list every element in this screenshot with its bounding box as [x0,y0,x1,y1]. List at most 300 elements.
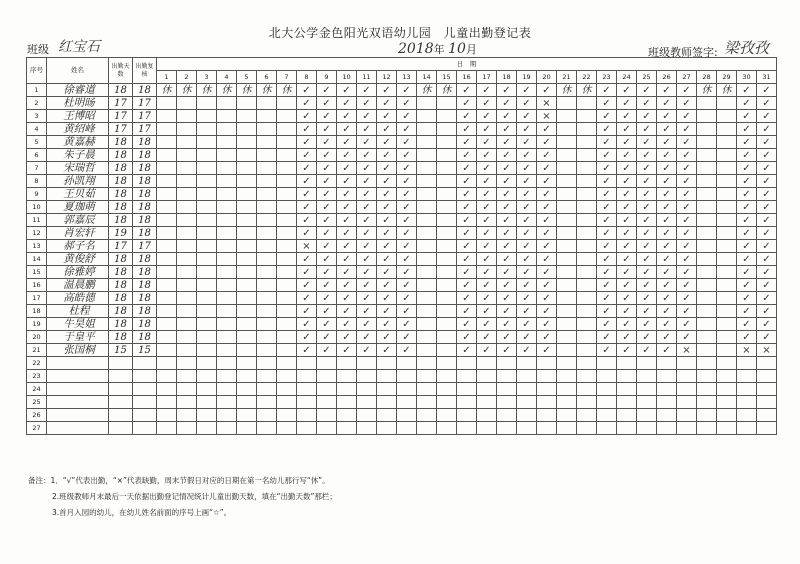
row-index: 1 [27,84,47,97]
table-row [27,422,777,435]
day-cell: ✓ [737,188,757,201]
table-row [27,409,777,422]
day-cell [257,331,277,344]
day-cell [357,409,377,422]
day-cell: ✓ [537,292,557,305]
day-cell [277,279,297,292]
day-cell: ✓ [737,266,757,279]
row-index: 19 [27,318,47,331]
row-index: 16 [27,279,47,292]
day-cell [157,279,177,292]
table-row [27,97,777,110]
day-cell [357,396,377,409]
day-cell [577,357,597,370]
year-value: 2018 [398,41,434,57]
day-cell: ✓ [597,292,617,305]
note-1: 备注：1．“√”代表出勤，“×”代表缺勤，周末节假日对应的日期在第一名幼儿那行写“休”。 [28,476,330,485]
child-name [47,409,109,422]
day-cell [257,318,277,331]
day-cell [717,240,737,253]
day-cell [317,422,337,435]
day-cell [697,409,717,422]
day-cell [177,357,197,370]
day-cell: ✓ [397,214,417,227]
day-cell: × [737,344,757,357]
day-cell [417,162,437,175]
day-cell [757,370,777,383]
day-cell [157,123,177,136]
day-cell: ✓ [677,188,697,201]
day-cell [497,396,517,409]
attend-days [109,396,133,409]
day-cell [177,123,197,136]
day-cell [577,175,597,188]
day-cell: ✓ [357,201,377,214]
day-header: 1 [157,71,177,84]
day-cell: ✓ [337,123,357,136]
table-row [27,214,777,227]
attendance-body [27,84,777,435]
day-cell: ✓ [477,136,497,149]
day-cell: ✓ [677,162,697,175]
day-cell [697,136,717,149]
row-index: 24 [27,383,47,396]
day-header: 20 [537,71,557,84]
day-cell [197,175,217,188]
day-cell: 休 [217,84,237,97]
day-cell [217,357,237,370]
day-cell: ✓ [377,97,397,110]
day-cell: × [677,344,697,357]
day-cell [457,396,477,409]
day-cell: ✓ [617,292,637,305]
day-cell [257,123,277,136]
day-cell [237,253,257,266]
day-cell [737,409,757,422]
day-cell: ✓ [617,201,637,214]
day-cell [577,422,597,435]
day-cell [337,357,357,370]
day-cell: ✓ [657,279,677,292]
day-cell: ✓ [537,266,557,279]
day-cell: ✓ [457,344,477,357]
day-cell [177,227,197,240]
day-cell [197,240,217,253]
day-cell [557,318,577,331]
day-cell [257,201,277,214]
day-cell: ✓ [617,214,637,227]
day-cell [437,331,457,344]
day-cell: ✓ [657,253,677,266]
day-cell: ✓ [337,253,357,266]
day-cell: 休 [177,84,197,97]
attend-stats [133,383,157,396]
day-cell: ✓ [477,123,497,136]
day-cell [437,409,457,422]
day-cell: ✓ [657,266,677,279]
day-cell [157,383,177,396]
day-cell: ✓ [597,97,617,110]
day-cell [557,331,577,344]
day-cell: ✓ [677,253,697,266]
day-cell [517,357,537,370]
day-cell [597,409,617,422]
day-cell: ✓ [757,318,777,331]
day-cell [437,266,457,279]
day-cell [617,370,637,383]
row-index: 12 [27,227,47,240]
day-cell [157,357,177,370]
day-cell: ✓ [517,227,537,240]
day-cell: ✓ [517,305,537,318]
day-cell: ✓ [597,136,617,149]
attend-stats: 18 [133,136,157,149]
day-cell: ✓ [757,305,777,318]
day-cell: ✓ [617,240,637,253]
day-cell: ✓ [377,266,397,279]
day-cell [197,227,217,240]
day-cell: ✓ [637,188,657,201]
day-cell: ✓ [637,292,657,305]
day-cell [557,97,577,110]
day-cell [577,318,597,331]
day-cell: ✓ [477,214,497,227]
day-cell: ✓ [297,97,317,110]
day-cell [237,279,257,292]
day-cell: ✓ [537,305,557,318]
day-cell [377,383,397,396]
day-cell: ✓ [637,110,657,123]
day-cell [217,201,237,214]
day-cell: ✓ [297,84,317,97]
day-cell [477,409,497,422]
day-cell [437,188,457,201]
day-cell: ✓ [337,266,357,279]
row-index: 9 [27,188,47,201]
day-cell: ✓ [477,318,497,331]
day-cell [417,123,437,136]
day-cell [277,331,297,344]
day-cell [157,422,177,435]
day-cell: ✓ [677,97,697,110]
row-index: 3 [27,110,47,123]
day-cell: ✓ [337,175,357,188]
day-cell [237,149,257,162]
day-cell [717,136,737,149]
child-name: 徐睿道 [47,84,109,97]
day-cell [697,149,717,162]
day-cell [277,370,297,383]
day-cell [197,318,217,331]
day-cell: ✓ [377,84,397,97]
day-cell: ✓ [757,227,777,240]
day-cell: ✓ [377,305,397,318]
day-cell: ✓ [357,279,377,292]
day-cell [417,409,437,422]
date-header: 日 期 [157,58,777,71]
day-cell [457,383,477,396]
day-cell [537,357,557,370]
table-row [27,240,777,253]
day-cell [477,370,497,383]
day-cell [277,409,297,422]
day-cell: ✓ [497,227,517,240]
day-cell: ✓ [677,292,697,305]
day-cell: ✓ [617,175,637,188]
year-suffix: 年 [433,43,445,56]
child-name: 肖宏轩 [47,227,109,240]
day-cell: ✓ [337,318,357,331]
day-cell [557,110,577,123]
table-row [27,279,777,292]
day-cell [417,253,437,266]
day-cell [197,409,217,422]
day-cell [417,188,437,201]
day-cell: ✓ [477,305,497,318]
attend-days: 18 [109,292,133,305]
col-index-header: 序号 [27,58,47,84]
day-cell: ✓ [317,292,337,305]
day-cell [257,162,277,175]
day-cell [657,422,677,435]
day-cell [377,396,397,409]
day-cell [237,396,257,409]
day-cell: ✓ [357,331,377,344]
day-cell: ✓ [297,201,317,214]
day-cell [277,266,297,279]
day-cell: ✓ [357,84,377,97]
day-cell [557,422,577,435]
day-cell [237,331,257,344]
day-cell [717,305,737,318]
day-cell [297,396,317,409]
day-cell [217,383,237,396]
day-cell [177,136,197,149]
day-cell [277,240,297,253]
child-name: 黄绍峰 [47,123,109,136]
day-cell: ✓ [477,344,497,357]
day-cell [197,357,217,370]
day-cell [317,383,337,396]
day-cell: ✓ [677,266,697,279]
row-index: 7 [27,162,47,175]
day-cell: ✓ [677,279,697,292]
day-cell [177,188,197,201]
day-cell: ✓ [517,84,537,97]
attend-stats: 18 [133,188,157,201]
day-cell: ✓ [377,227,397,240]
day-cell [157,344,177,357]
day-cell: 休 [437,84,457,97]
child-name: 郝子名 [47,240,109,253]
day-cell: ✓ [357,175,377,188]
day-cell [437,162,457,175]
attend-stats: 17 [133,97,157,110]
day-cell [577,331,597,344]
day-cell: ✓ [497,201,517,214]
day-cell: × [297,240,317,253]
day-cell: ✓ [457,201,477,214]
day-cell [517,396,537,409]
day-cell: ✓ [397,292,417,305]
day-cell: ✓ [317,253,337,266]
day-cell: ✓ [297,227,317,240]
attend-days [109,409,133,422]
day-cell [277,136,297,149]
day-cell [157,136,177,149]
day-cell: ✓ [757,253,777,266]
day-cell [557,175,577,188]
child-name [47,383,109,396]
day-cell: ✓ [497,253,517,266]
day-cell [737,357,757,370]
day-cell [557,201,577,214]
day-cell: ✓ [637,214,657,227]
day-cell [257,396,277,409]
day-cell: ✓ [737,318,757,331]
day-cell [277,188,297,201]
day-cell: ✓ [597,253,617,266]
day-cell: ✓ [457,136,477,149]
attend-stats: 18 [133,201,157,214]
day-cell: ✓ [597,123,617,136]
day-cell [317,370,337,383]
day-cell: ✓ [677,84,697,97]
day-cell [497,370,517,383]
day-cell [537,409,557,422]
table-row [27,175,777,188]
day-cell: ✓ [497,110,517,123]
day-cell [557,227,577,240]
day-cell [757,383,777,396]
day-cell: ✓ [517,136,537,149]
day-cell [177,175,197,188]
day-cell [717,266,737,279]
day-cell [437,149,457,162]
day-cell [237,292,257,305]
day-cell [537,422,557,435]
day-cell: ✓ [737,305,757,318]
attend-days: 18 [109,136,133,149]
day-cell: ✓ [737,279,757,292]
attend-stats: 17 [133,240,157,253]
day-cell [257,188,277,201]
day-cell: ✓ [597,227,617,240]
day-cell [437,396,457,409]
day-cell: ✓ [597,279,617,292]
day-cell: ✓ [657,240,677,253]
day-cell [657,357,677,370]
day-cell: ✓ [657,84,677,97]
day-cell: ✓ [297,110,317,123]
day-cell: ✓ [397,175,417,188]
day-cell: ✓ [477,331,497,344]
attend-days: 15 [109,344,133,357]
day-cell [517,409,537,422]
table-row [27,149,777,162]
day-cell: 休 [197,84,217,97]
attend-stats: 18 [133,253,157,266]
day-cell: ✓ [617,123,637,136]
day-cell [557,292,577,305]
day-cell [257,422,277,435]
day-cell [277,214,297,227]
day-cell: ✓ [677,240,697,253]
year-month [398,41,477,57]
attend-days: 18 [109,318,133,331]
day-cell: ✓ [297,266,317,279]
day-cell: ✓ [657,214,677,227]
day-cell [717,396,737,409]
day-cell [437,279,457,292]
day-cell [657,383,677,396]
day-cell [217,409,237,422]
day-cell: ✓ [597,110,617,123]
day-cell [297,409,317,422]
attend-days: 18 [109,149,133,162]
day-cell [277,344,297,357]
table-row [27,344,777,357]
day-cell [697,201,717,214]
day-cell [197,253,217,266]
child-name: 夏珈萌 [47,201,109,214]
day-cell: × [537,110,557,123]
day-cell [217,370,237,383]
day-cell: ✓ [477,84,497,97]
row-index: 11 [27,214,47,227]
day-cell [417,422,437,435]
attend-stats: 18 [133,162,157,175]
attend-stats: 18 [133,292,157,305]
day-header: 11 [357,71,377,84]
day-cell: ✓ [317,227,337,240]
day-cell: ✓ [297,279,317,292]
day-cell: ✓ [477,279,497,292]
day-cell [397,370,417,383]
day-header: 23 [597,71,617,84]
day-cell [557,214,577,227]
day-cell: 休 [697,84,717,97]
day-cell [257,409,277,422]
day-cell [597,357,617,370]
day-cell: ✓ [537,188,557,201]
day-cell: ✓ [677,110,697,123]
day-cell: ✓ [677,201,697,214]
attend-days [109,422,133,435]
day-cell: ✓ [637,240,657,253]
day-cell: ✓ [377,292,397,305]
day-cell [697,383,717,396]
day-cell [197,97,217,110]
day-cell: ✓ [357,253,377,266]
day-cell: ✓ [317,201,337,214]
day-cell: ✓ [537,214,557,227]
day-cell [437,240,457,253]
day-cell [437,305,457,318]
day-cell: ✓ [597,162,617,175]
day-cell: ✓ [537,344,557,357]
day-cell: ✓ [457,292,477,305]
day-cell [417,396,437,409]
row-index: 15 [27,266,47,279]
day-cell [717,123,737,136]
day-cell: ✓ [297,214,317,227]
attend-stats: 18 [133,279,157,292]
child-name: 宋瑞哲 [47,162,109,175]
day-cell: ✓ [477,149,497,162]
day-cell: ✓ [457,240,477,253]
day-cell: ✓ [297,331,317,344]
